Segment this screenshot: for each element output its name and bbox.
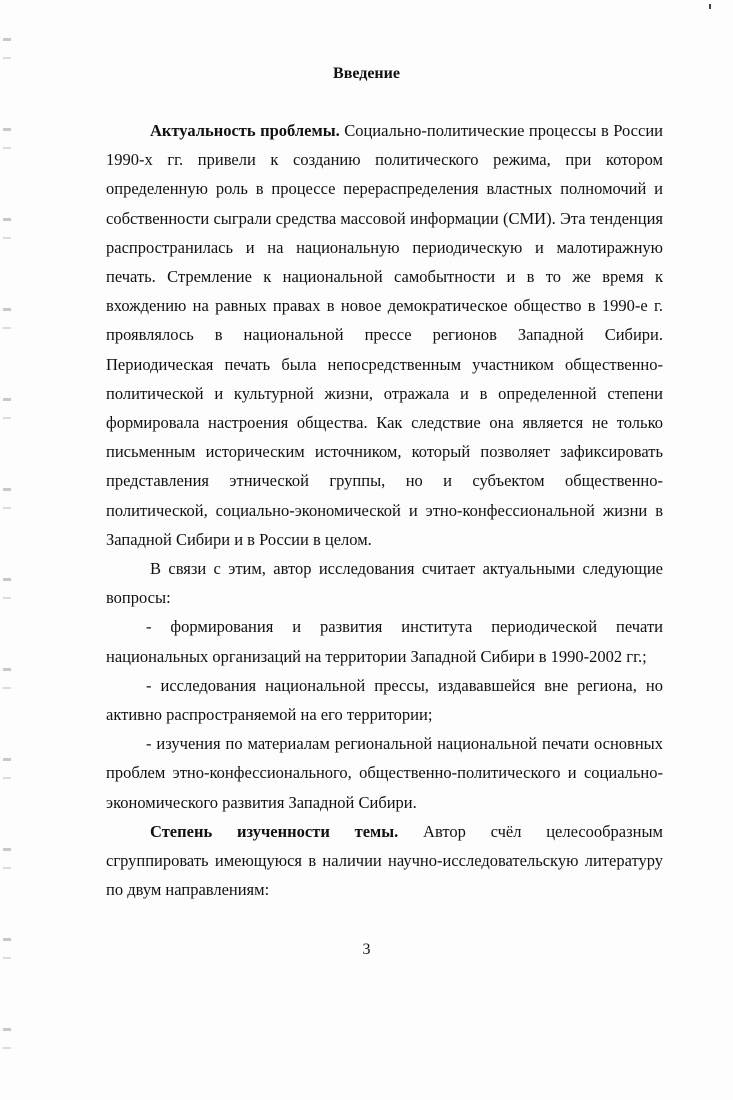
paragraph-body: Автор счёл целесообразным сгруппировать имеющуюся в наличии научно-исследовательскую литературу по двум направлениям: [106,821,663,900]
paragraph-lead: Актуальность проблемы. [150,121,340,140]
paragraph-body: Социально-политические процессы в России 1990-х гг. привели к созданию политического режима, при котором определенную роль в процессе перераспределения властных полномочий и собственности сыграли средства массовой информации (СМИ). Эта тенденция распространилась и на национальную периодическую и малотиражную печать. Стремление к национальной самобытности и в то же время к вхождению на равных правах в новое демократическое общество в 1990-е г. проявлялось в национальной прессе регионов Западной Сибири. Периодическая печать была непосредственным участником общественно-политической и культурной жизни, отражала и в определенной степени формировала настроения общества. Как следствие она является не только письменным историческим источником, который позволяет зафиксировать представления этнической группы, но и субъектом общественно-политической, социально-экономической и этно-конфессиональной жизни в Западной Сибири и в России в целом. [106,121,663,549]
paragraph-lead: Степень изученности темы. [150,821,399,841]
body-text [106,116,663,904]
paragraph-study-degree [106,817,663,905]
scan-edge-artifact [3,0,11,1100]
page-number: 3 [362,941,371,958]
page-title: Введение [333,65,400,82]
paragraph-relevance [106,116,663,554]
list-item: - формирования и развития института периодической печати национальных организаций на территории Западной Сибири в 1990-2002 гг.; [106,617,663,666]
list-item: - изучения по материалам региональной национальной печати основных проблем этно-конфессионального, общественно-политического и социально-экономического развития Западной Сибири. [106,734,663,812]
paragraph-questions-intro: В связи с этим, автор исследования считает актуальными следующие вопросы: [106,559,663,608]
scan-corner-mark [709,4,711,9]
list-item: - исследования национальной прессы, издававшейся вне региона, но активно распространяемой на его территории; [106,675,663,725]
